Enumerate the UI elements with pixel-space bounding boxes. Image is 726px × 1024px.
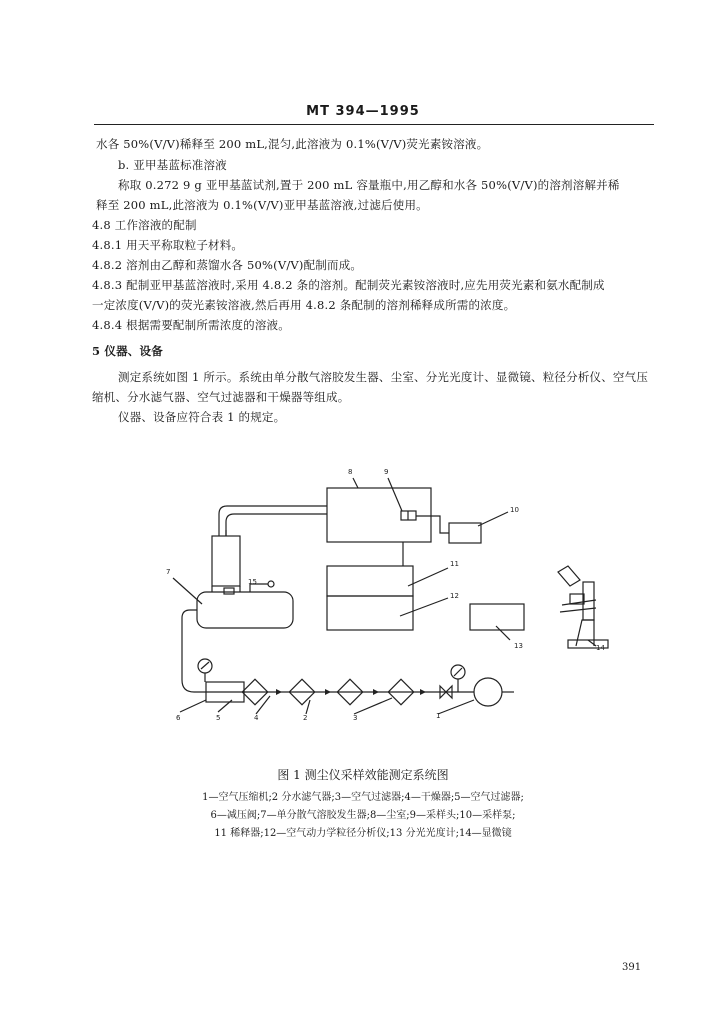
fig-label: 9 (384, 468, 389, 476)
microscope (558, 566, 608, 648)
body-line: 释至 200 mL,此溶液为 0.1%(V/V)亚甲基蓝溶液,过滤后使用。 (96, 198, 428, 212)
fig-label: 1 (436, 712, 441, 720)
air-compressor (474, 678, 502, 706)
body-line: 水各 50%(V/V)稀释至 200 mL,混匀,此溶液为 0.1%(V/V)荧光素铵溶液。 (96, 137, 489, 151)
generator-column (212, 536, 240, 586)
body-line: 4.8.3 配制亚甲基蓝溶液时,采用 4.8.2 条的溶剂。配制荧光素铵溶液时,应先用荧光素和氨水配制成 (92, 278, 605, 292)
body-line: b. 亚甲基蓝标准溶液 (118, 158, 227, 172)
fig-label: 4 (254, 714, 259, 722)
spectrophotometer (470, 604, 524, 630)
figure-legend-line: 11 稀释器;12—空气动力学粒径分析仪;13 分光光度计;14—显微镜 (214, 828, 512, 839)
particle-size-analyzer (327, 596, 413, 630)
body-line: 缩机、分水滤气器、空气过滤器和干燥器等组成。 (92, 390, 350, 404)
page-header: MT 394—1995 (306, 104, 420, 119)
body-line: 4.8.2 溶剂由乙醇和蒸馏水各 50%(V/V)配制而成。 (92, 258, 363, 272)
fig-label: 13 (514, 642, 523, 650)
fig-label: 11 (450, 560, 459, 568)
figure-legend-line: 6—减压阀;7—单分散气溶胶发生器;8—尘室;9—采样头;10—采样泵; (210, 810, 516, 821)
figure-legend-line: 1—空气压缩机;2 分水滤气器;3—空气过滤器;4—干燥器;5—空气过滤器; (202, 792, 524, 803)
aerosol-generator (197, 592, 293, 628)
fig-label: 15 (248, 578, 257, 586)
body-line: 称取 0.272 9 g 亚甲基蓝试剂,置于 200 mL 容量瓶中,用乙醇和水各 50%(V/V)的溶剂溶解并稀 (118, 178, 620, 192)
body-line: 4.8.4 根据需要配制所需浓度的溶液。 (92, 318, 290, 332)
fig-label: 2 (303, 714, 308, 722)
body-line: 仪器、设备应符合表 1 的规定。 (118, 410, 286, 424)
page-number: 391 (622, 962, 642, 973)
fig-label: 7 (166, 568, 171, 576)
body-line: 一定浓度(V/V)的荧光素铵溶液,然后再用 4.8.2 条配制的溶剂稀释成所需的浓度。 (92, 298, 516, 312)
body-line: 测定系统如图 1 所示。系统由单分散气溶胶发生器、尘室、分光光度计、显微镜、粒径分析仪、空气压 (118, 370, 649, 384)
fig-label: 14 (596, 644, 605, 652)
fig-label: 10 (510, 506, 519, 514)
fig-label: 6 (176, 714, 181, 722)
dust-chamber (327, 488, 431, 542)
section-heading: 5 仪器、设备 (92, 344, 163, 358)
figure-title: 图 1 测尘仪采样效能测定系统图 (277, 768, 449, 782)
body-line: 4.8 工作溶液的配制 (92, 218, 197, 232)
fig-label: 5 (216, 714, 221, 722)
body-line: 4.8.1 用天平称取粒子材料。 (92, 238, 244, 252)
diluter (327, 566, 413, 596)
fig-label: 8 (348, 468, 353, 476)
fig-label: 12 (450, 592, 459, 600)
sampling-pump (449, 523, 481, 543)
fig-label: 3 (353, 714, 358, 722)
